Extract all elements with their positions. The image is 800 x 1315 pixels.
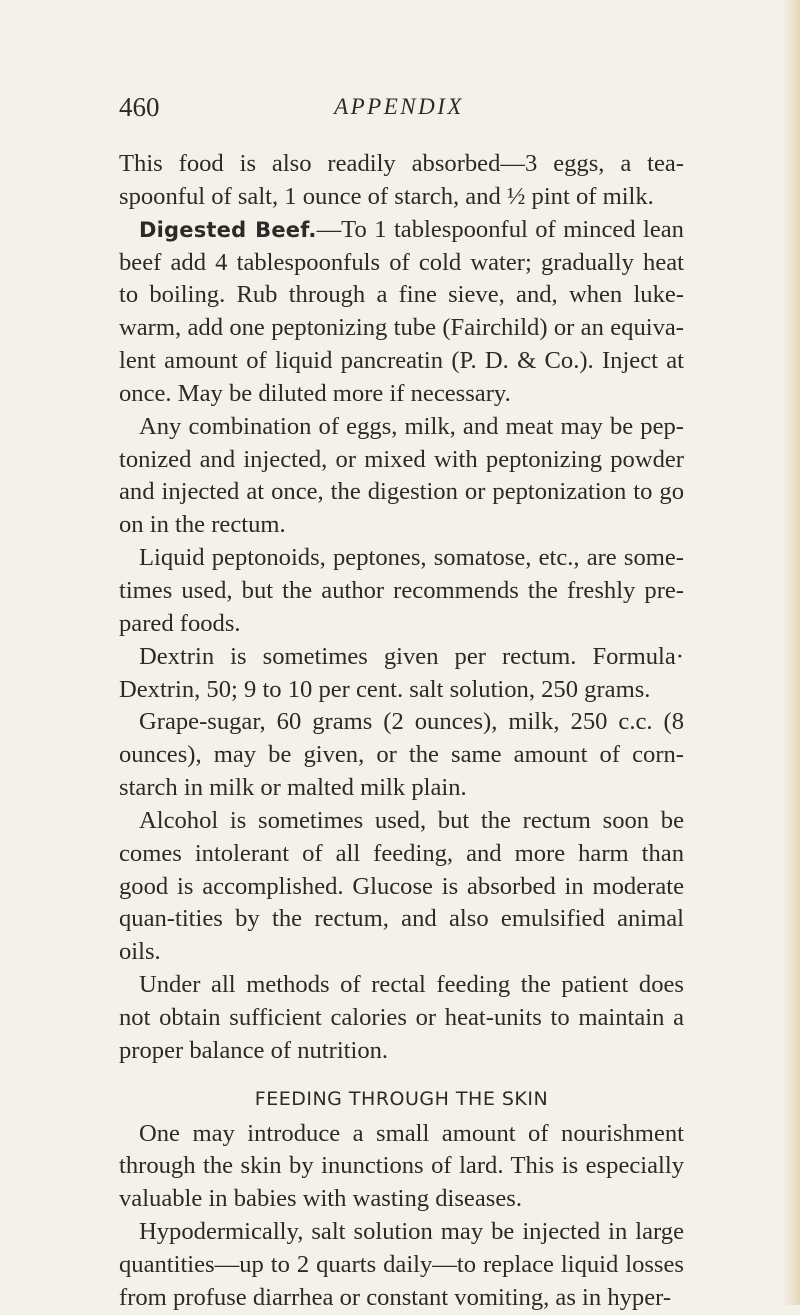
paragraph-alcohol: Alcohol is sometimes used, but the rectum soon be comes intolerant of all feeding, and more harm than good is accomplished. Glucose is absorbed in moderate quan-tities by the rectum, and also emulsified animal oils.	[119, 806, 684, 966]
page-number: 460	[119, 92, 160, 122]
page-edge-shadow	[782, 0, 800, 1305]
page-body	[119, 148, 684, 1315]
paragraph-peptonoids: Liquid peptonoids, peptones, somatose, etc., are some-times used, but the author recommends the freshly pre-pared foods.	[119, 544, 684, 637]
paragraph-grape-sugar: Grape-sugar, 60 grams (2 ounces), milk, 250 c.c. (8 ounces), may be given, or the same amount of corn-starch in milk or malted milk plain.	[119, 708, 684, 802]
section-heading-skin-feeding: FEEDING THROUGH THE SKIN	[254, 1087, 549, 1110]
paragraph-inunctions: One may introduce a small amount of nourishment through the skin by inunctions of lard. This is especially valuable in babies with wasting diseases.	[119, 1119, 684, 1213]
paragraph-rectal-feeding: Under all methods of rectal feeding the patient does not obtain sufficient calories or heat-units to maintain a proper balance of nutrition.	[119, 971, 684, 1064]
page-header	[119, 92, 679, 128]
digested-beef-text: —To 1 tablespoonful of minced lean beef add 4 tablespoonfuls of cold water; gradually heat to boiling. Rub through a fine sieve, and, when luke-warm, add one peptonizing tube (Fairchild) or an equiva-lent amount of liquid pancreatin (P. D. & Co.). Inject at once. May be diluted more if necessary.	[119, 215, 684, 407]
digested-beef-heading: Digested Beef.	[139, 217, 317, 242]
paragraph-dextrin: Dextrin is sometimes given per rectum. Formula· Dextrin, 50; 9 to 10 per cent. salt solution, 250 grams.	[119, 642, 684, 703]
paragraph-combination: Any combination of eggs, milk, and meat may be pep-tonized and injected, or mixed with peptonizing powder and injected at once, the digestion or peptonization to go on in the rectum.	[119, 412, 684, 539]
paragraph-digested-beef	[119, 214, 684, 411]
paragraph-absorbed-food: This food is also readily absorbed—3 eggs, a tea-spoonful of salt, 1 ounce of starch, and ½ pint of milk.	[119, 150, 684, 210]
paragraph-hypodermic: Hypodermically, salt solution may be injected in large quantities—up to 2 quarts daily—to replace liquid losses from profuse diarrhea or constant vomiting, as in hyper-	[119, 1218, 684, 1311]
running-head: APPENDIX	[334, 94, 464, 119]
